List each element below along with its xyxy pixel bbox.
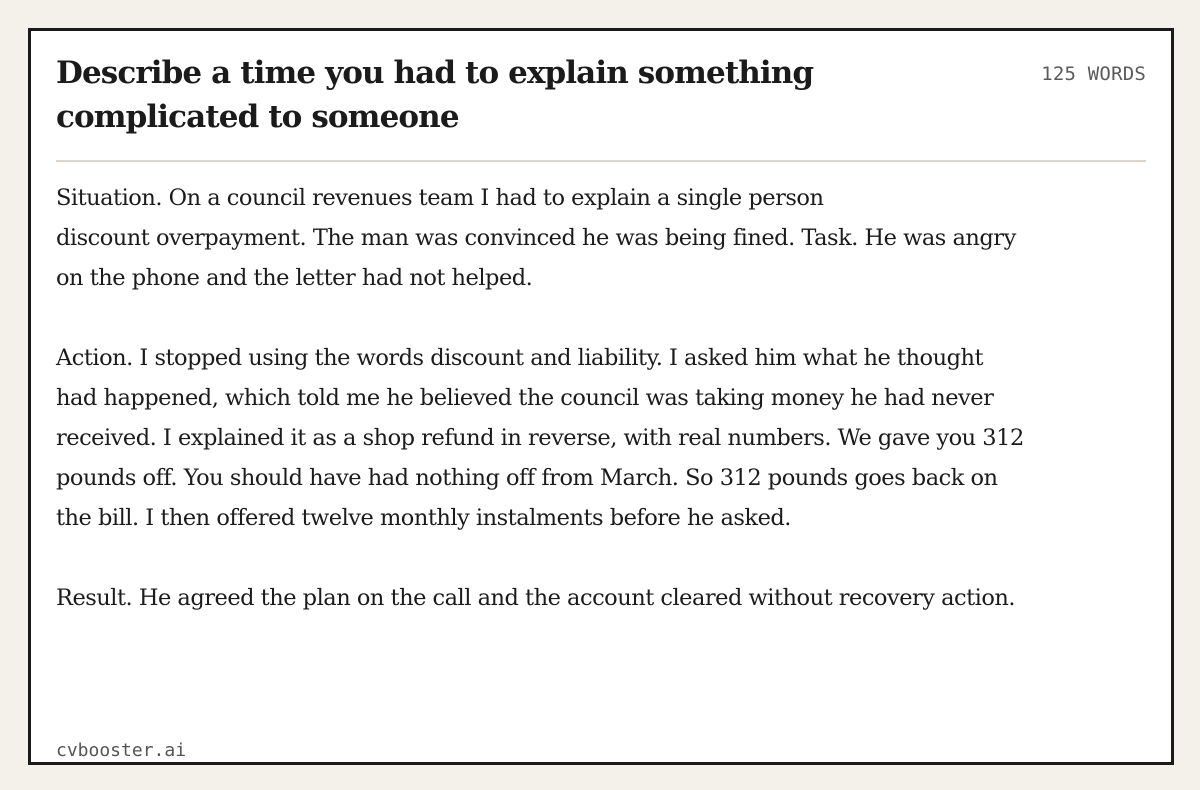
situation-line-1: Situation. On a council revenues team I had to explain a single person — [56, 185, 824, 211]
answer-paragraph-action: Action. I stopped using the words discount and liability. I asked him what he thought had happened, which told me he believed the council was taking money he had never received. I explained it as a shop refund in reverse, with real numbers. We gave you 312 pounds off. You should have had nothing off from March. So 312 pounds goes back on the bill. I then offered twelve monthly instalments before he asked. — [56, 345, 1024, 531]
footer-brand: cvbooster.ai — [56, 740, 187, 761]
situation-line-2: discount overpayment. The man was convinced he was being fined. Task. He was angry on the phone and the letter had not helped. — [56, 225, 1016, 291]
answer-body — [56, 178, 1026, 658]
answer-paragraph-result: Result. He agreed the plan on the call and the account cleared without recovery action. — [56, 585, 1016, 611]
answer-paragraph-situation — [56, 178, 1026, 298]
answer-card — [28, 28, 1174, 765]
word-count-label: 125 WORDS — [1041, 63, 1146, 85]
divider — [56, 160, 1146, 162]
question-title: Describe a time you had to explain something complicated to someone — [56, 55, 814, 135]
